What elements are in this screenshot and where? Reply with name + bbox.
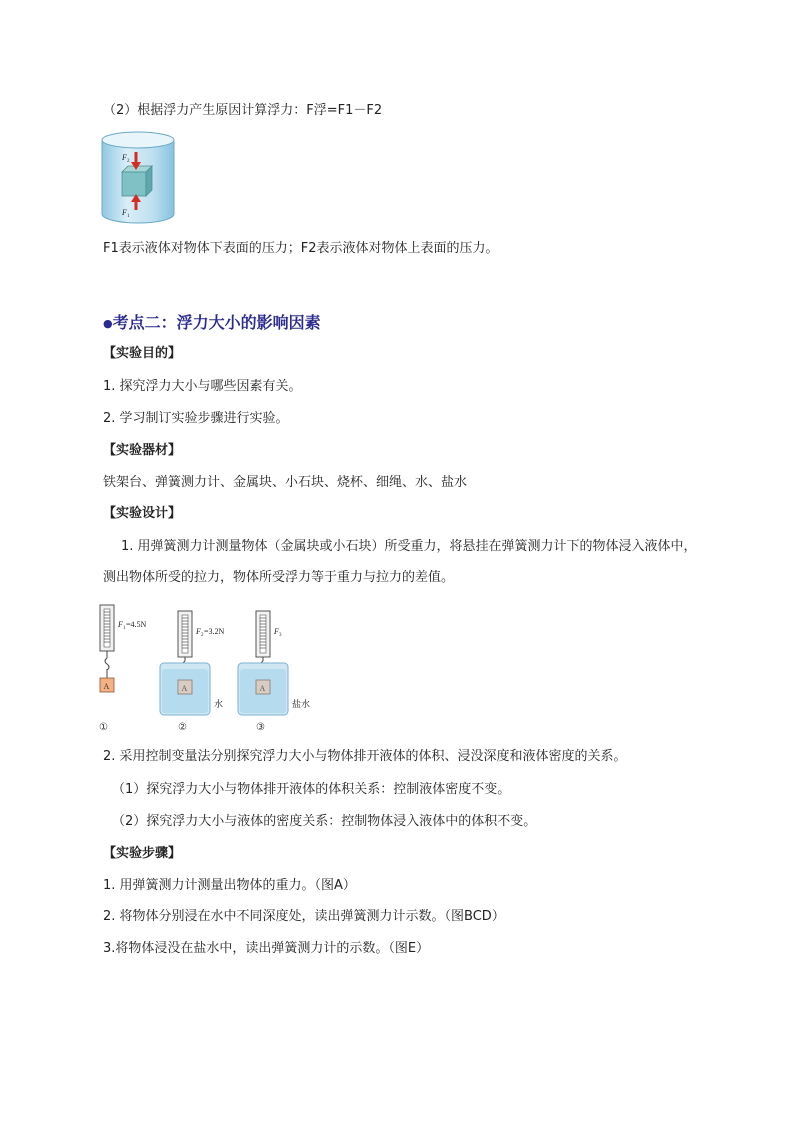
- purpose-heading: 【实验目的】: [103, 346, 182, 361]
- svg-text:F: F: [196, 627, 201, 636]
- reading-2: =3.2N: [204, 627, 225, 636]
- steps-heading: 【实验步骤】: [103, 846, 182, 861]
- figure-number-2: ②: [178, 722, 187, 733]
- design-paragraph-1-cont: 测出物体所受的拉力，物体所受浮力等于重力与拉力的差值。: [103, 570, 455, 585]
- figure-caption: F1表示液体对物体下表面的压力；F2表示液体对物体上表面的压力。: [103, 241, 499, 256]
- reading-1: =4.5N: [126, 620, 147, 629]
- svg-text:1: 1: [127, 214, 130, 219]
- purpose-item: 2. 学习制订实验步骤进行实验。: [103, 411, 289, 426]
- step-item: 2. 将物体分别浸在水中不同深度处，读出弹簧测力计示数。（图BCD）: [103, 909, 505, 924]
- svg-text:2: 2: [127, 159, 130, 164]
- spring-scale-1: [99, 605, 147, 733]
- spring-scale-figure: [92, 603, 322, 739]
- liquid-water-label: 水: [214, 699, 224, 709]
- liquid-salt-label: 盐水: [292, 699, 311, 709]
- svg-text:A: A: [181, 684, 188, 693]
- svg-text:A: A: [103, 682, 110, 691]
- step-item: 1. 用弹簧测力计测量出物体的重力。（图A）: [103, 878, 356, 893]
- design-heading: 【实验设计】: [103, 506, 182, 521]
- equipment-heading: 【实验器材】: [103, 443, 182, 458]
- figure-number-1: ①: [99, 722, 108, 733]
- design-sub-2: （2）探究浮力大小与液体的密度关系：控制物体浸入液体中的体积不变。: [112, 814, 537, 829]
- bullet-icon: ●: [103, 317, 113, 330]
- purpose-item: 1. 探究浮力大小与哪些因素有关。: [103, 379, 302, 394]
- svg-text:3: 3: [279, 633, 282, 638]
- f2-label: F: [122, 153, 127, 162]
- item-2-text: （2）根据浮力产生原因计算浮力：F浮=F1－F2: [103, 103, 383, 118]
- figure-number-3: ③: [256, 722, 265, 733]
- design-paragraph-2: 2. 采用控制变量法分别探究浮力大小与物体排开液体的体积、浸没深度和液体密度的关系。: [103, 749, 627, 764]
- spring-scale-2: [160, 611, 225, 733]
- svg-text:1: 1: [123, 626, 126, 631]
- design-sub-1: （1）探究浮力大小与物体排开液体的体积关系：控制液体密度不变。: [112, 782, 511, 797]
- step-item: 3.将物体浸没在盐水中，读出弹簧测力计的示数。（图E）: [103, 941, 430, 956]
- design-paragraph-1: 1. 用弹簧测力计测量物体（金属块或小石块）所受重力，将悬挂在弹簧测力计下的物体浸入液体中，: [121, 539, 697, 554]
- section-heading: ●考点二：浮力大小的影响因素: [103, 313, 321, 332]
- svg-text:F: F: [274, 627, 279, 636]
- svg-text:A: A: [259, 684, 266, 693]
- svg-text:F: F: [118, 620, 123, 629]
- cube-front: [122, 172, 146, 196]
- f1-label: F: [122, 208, 127, 217]
- equipment-list: 铁架台、弹簧测力计、金属块、小石块、烧杯、细绳、水、盐水: [103, 475, 468, 490]
- cylinder-pressure-figure: [100, 130, 176, 226]
- svg-text:2: 2: [201, 633, 204, 638]
- spring-scale-3: [238, 611, 310, 733]
- cylinder-top: [102, 132, 174, 148]
